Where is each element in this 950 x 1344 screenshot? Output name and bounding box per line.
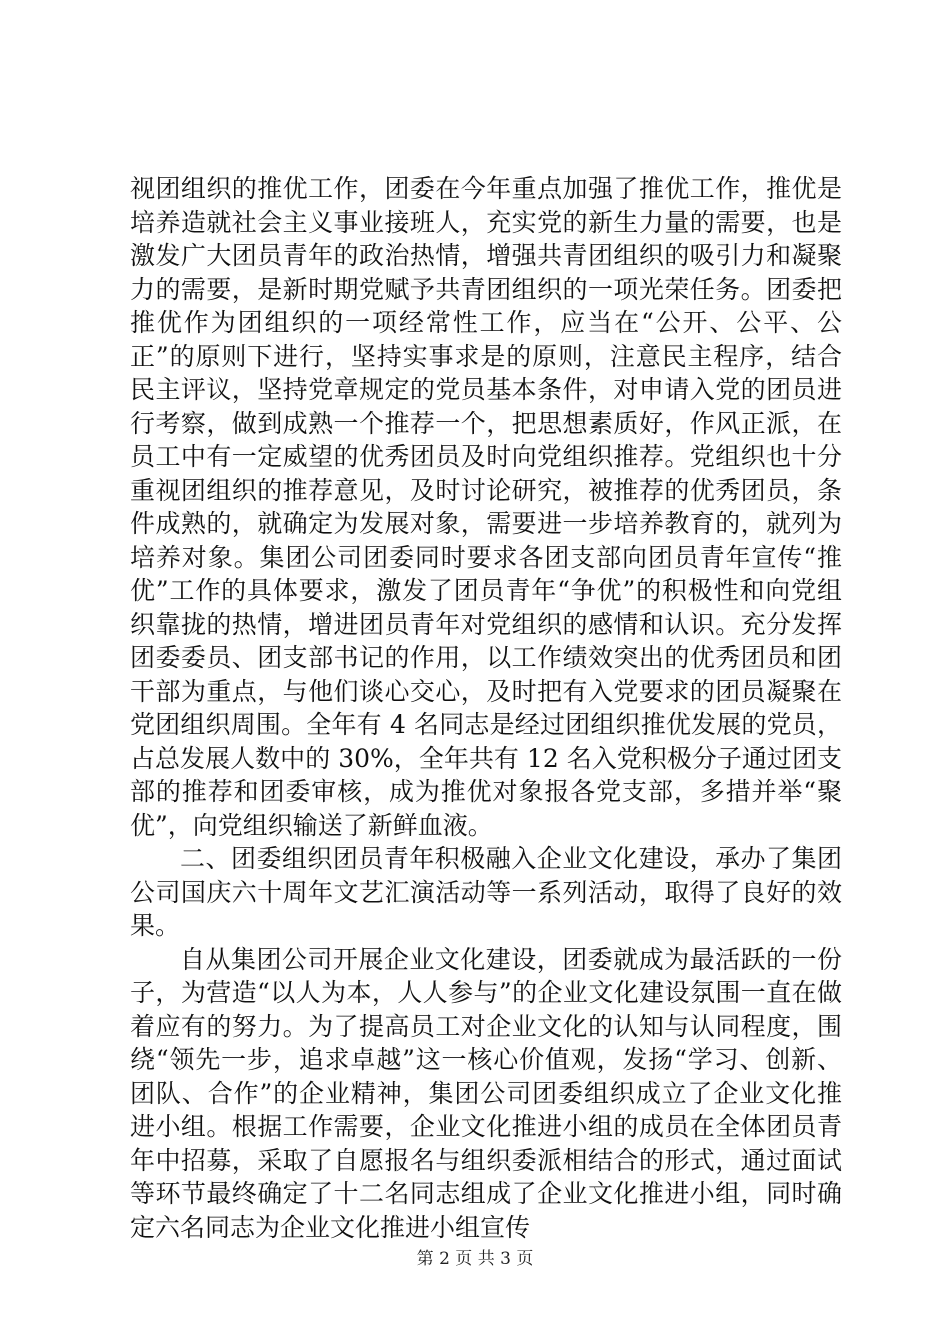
- paragraph-1: 视团组织的推优工作，团委在今年重点加强了推优工作，推优是培养造就社会主义事业接班人，充实党的新生力量的需要，也是激发广大团员青年的政治热情，增强共青团组织的吸引力和凝聚力的需要，是新时期党赋予共青团组织的一项光荣任务。团委把推优作为团组织的一项经常性工作，应当在“公开、公平、公正”的原则下进行，坚持实事求是的原则，注意民主程序，结合民主评议，坚持党章规定的党员基本条件，对申请入党的团员进行考察，做到成熟一个推荐一个，把思想素质好，作风正派，在员工中有一定威望的优秀团员及时向党组织推荐。党组织也十分重视团组织的推荐意见，及时讨论研究，被推荐的优秀团员，条件成熟的，就确定为发展对象，需要进一步培养教育的，就列为培养对象。集团公司团委同时要求各团支部向团员青年宣传“推优”工作的具体要求，激发了团员青年“争优”的积极性和向党组织靠拢的热情，增进团员青年对党组织的感情和认识。充分发挥团委委员、团支部书记的作用，以工作绩效突出的优秀团员和团干部为重点，与他们谈心交心，及时把有入党要求的团员凝聚在党团组织周围。全年有 4 名同志是经过团组织推优发展的党员，占总发展人数中的 30%，全年共有 12 名入党积极分子通过团支部的推荐和团委审核，成为推优对象报各党支部，多措并举“聚优”，向党组织输送了新鲜血液。: [130, 174, 842, 840]
- document-body: [130, 172, 842, 1244]
- paragraph-3: 自从集团公司开展企业文化建设，团委就成为最活跃的一份子，为营造“以人为本，人人参与”的企业文化建设氛围一直在做着应有的努力。为了提高员工对企业文化的认知与认同程度，围绕“领先一步，追求卓越”这一核心价值观，发扬“学习、创新、团队、合作”的企业精神，集团公司团委组织成立了企业文化推进小组。根据工作需要，企业文化推进小组的成员在全体团员青年中招募，采取了自愿报名与组织委派相结合的形式，通过面试等环节最终确定了十二名同志组成了企业文化推进小组，同时确定六名同志为企业文化推进小组宣传: [130, 944, 842, 1242]
- page-footer: 第 2 页 共 3 页: [416, 1249, 534, 1269]
- paragraph-2: 二、团委组织团员青年积极融入企业文化建设，承办了集团公司国庆六十周年文艺汇演活动等一系列活动，取得了良好的效果。: [130, 844, 842, 940]
